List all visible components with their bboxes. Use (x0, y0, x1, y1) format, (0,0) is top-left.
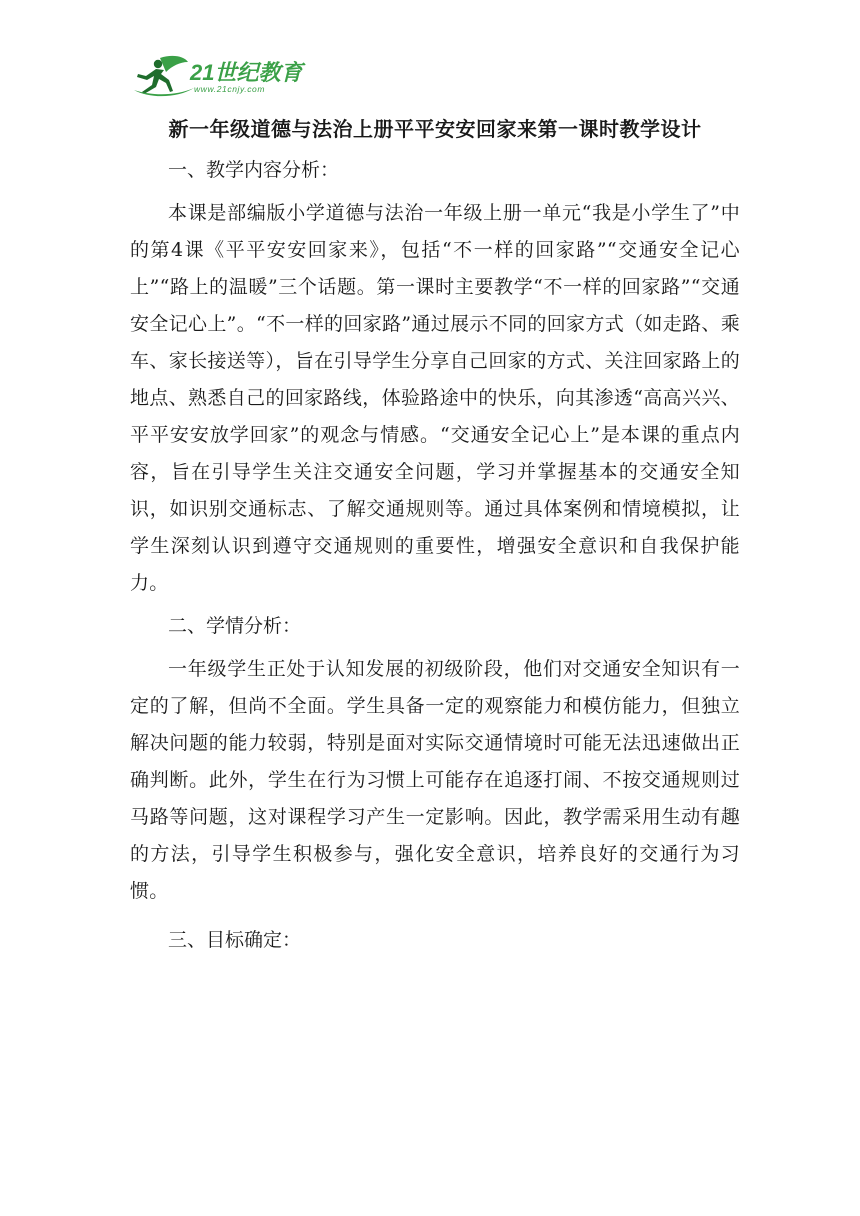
section-paragraph-content-analysis: 本课是部编版小学道德与法治一年级上册一单元“我是小学生了”中的第4课《平平安安回家来》，包括“不一样的回家路”“交通安全记心上”“路上的温暖”三个话题。第一课时主要教学“不一样的回家路”“交通安全记心上”。“不一样的回家路”通过展示不同的回家方式（如走路、乘车、家长接送等），旨在引导学生分享自己回家的方式、关注回家路上的地点、熟悉自己的回家路线，体验路途中的快乐，向其渗透“高高兴兴、平平安安放学回家”的观念与情感。“交通安全记心上”是本课的重点内容，旨在引导学生关注交通安全问题，学习并掌握基本的交通安全知识，如识别交通标志、了解交通规则等。通过具体案例和情境模拟，让学生深刻认识到遵守交通规则的重要性，增强安全意识和自我保护能力。 (130, 202, 740, 594)
document-page (130, 112, 740, 965)
logo-url-text: www.21cnjy.com (194, 84, 266, 94)
brand-logo (132, 52, 312, 98)
section-heading-learner-analysis: 二、学情分析： (168, 615, 302, 637)
runner-logo-icon (132, 52, 312, 98)
logo-brand-text: 21世纪教育 (190, 60, 303, 85)
section-heading-content-analysis: 一、教学内容分析： (168, 159, 340, 181)
document-title: 新一年级道德与法治上册平平安安回家来第一课时教学设计 (168, 117, 702, 141)
section-heading-objectives: 三、目标确定： (168, 929, 302, 951)
section-paragraph-learner-analysis: 一年级学生正处于认知发展的初级阶段，他们对交通安全知识有一定的了解，但尚不全面。学生具备一定的观察能力和模仿能力，但独立解决问题的能力较弱，特别是面对实际交通情境时可能无法迅速做出正确判断。此外，学生在行为习惯上可能存在追逐打闹、不按交通规则过马路等问题，这对课程学习产生一定影响。因此，教学需采用生动有趣的方法，引导学生积极参与，强化安全意识，培养良好的交通行为习惯。 (130, 658, 740, 902)
